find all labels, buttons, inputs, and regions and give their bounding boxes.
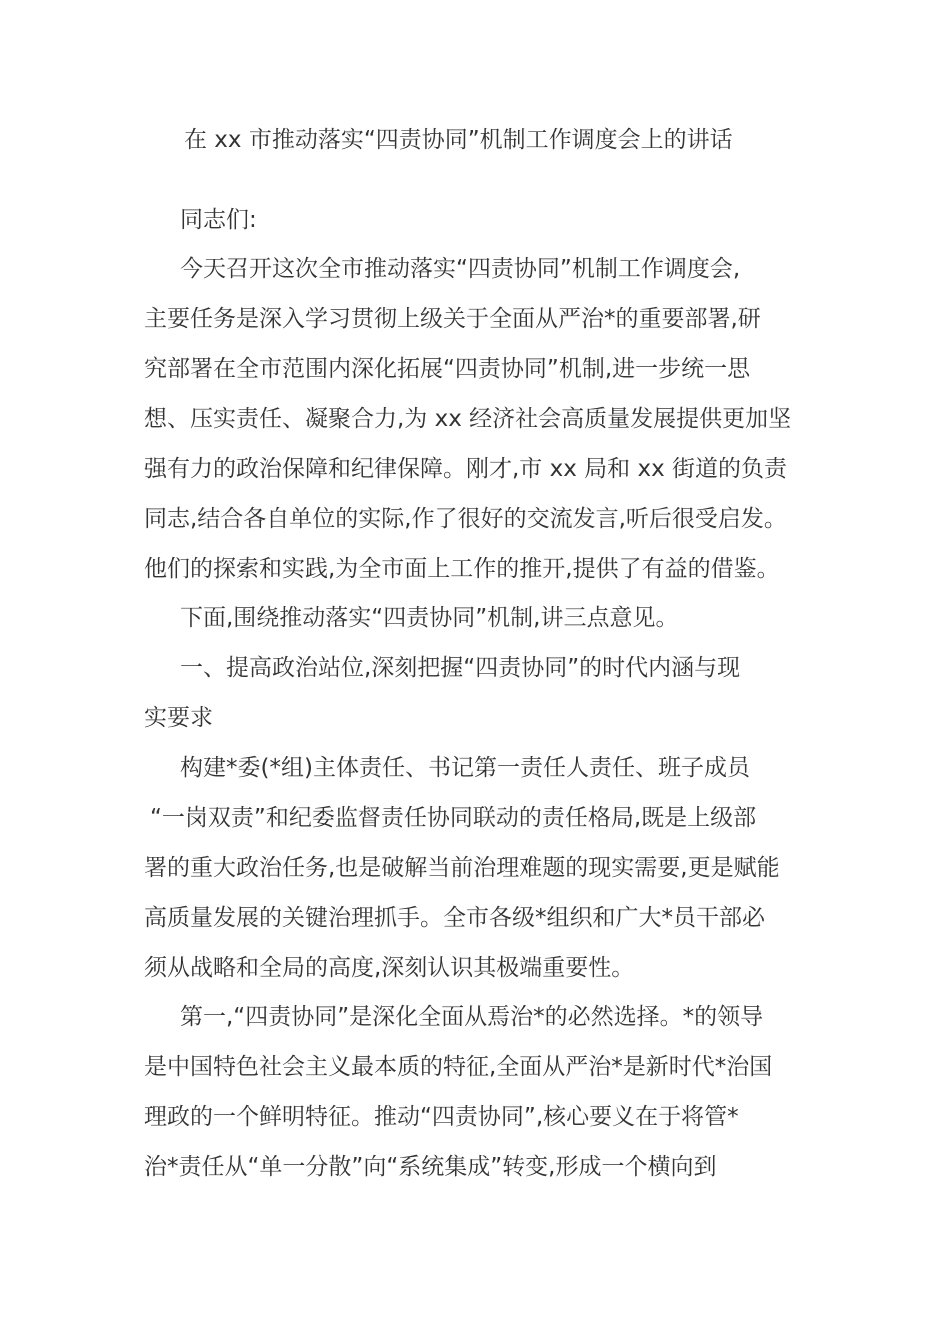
paragraph-line: 究部署在全市范围内深化拓展“四责协同”机制,进一步统一思 [144,356,751,382]
paragraph-line: 强有力的政治保障和纪律保障。刚才,市 xx 局和 xx 街道的负责 [144,456,788,482]
section-heading: 实要求 [144,705,213,731]
paragraph-line: 治*责任从“单一分散”向“系统集成”转变,形成一个横向到 [144,1154,717,1180]
paragraph-line: 高质量发展的关键治理抓手。全市各级*组织和广大*员干部必 [144,905,765,931]
paragraph-line: 构建*委(*组)主体责任、书记第一责任人责任、班子成员 [180,755,750,781]
paragraph-line: 想、压实责任、凝聚合力,为 xx 经济社会高质量发展提供更加坚 [144,406,792,432]
paragraph-line: 下面,围绕推动落实“四责协同”机制,讲三点意见。 [180,605,679,631]
paragraph-line: 是中国特色社会主义最本质的特征,全面从严治*是新时代*治国 [144,1054,773,1080]
salutation: 同志们: [180,207,257,233]
paragraph-line: 主要任务是深入学习贯彻上级关于全面从严治*的重要部署,研 [144,306,761,332]
paragraph-line: 他们的探索和实践,为全市面上工作的推开,提供了有益的借鉴。 [144,556,780,582]
paragraph-line: “一岗双责”和纪委监督责任协同联动的责任格局,既是上级部 [150,805,757,831]
section-heading: 一、提高政治站位,深刻把握“四责协同”的时代内涵与现 [180,655,741,681]
paragraph-line: 同志,结合各自单位的实际,作了很好的交流发言,听后很受启发。 [144,506,787,532]
paragraph-line: 须从战略和全局的高度,深刻认识其极端重要性。 [144,955,635,981]
paragraph-line: 理政的一个鲜明特征。推动“四责协同”,核心要义在于将管* [144,1104,739,1130]
paragraph-line: 署的重大政治任务,也是破解当前治理难题的现实需要,更是赋能 [144,855,780,881]
paragraph-line: 第一,“四责协同”是深化全面从焉治*的必然选择。*的领导 [180,1004,764,1030]
document-title: 在 xx 市推动落实“四责协同”机制工作调度会上的讲话 [184,127,733,153]
paragraph-line: 今天召开这次全市推动落实“四责协同”机制工作调度会, [180,256,741,282]
